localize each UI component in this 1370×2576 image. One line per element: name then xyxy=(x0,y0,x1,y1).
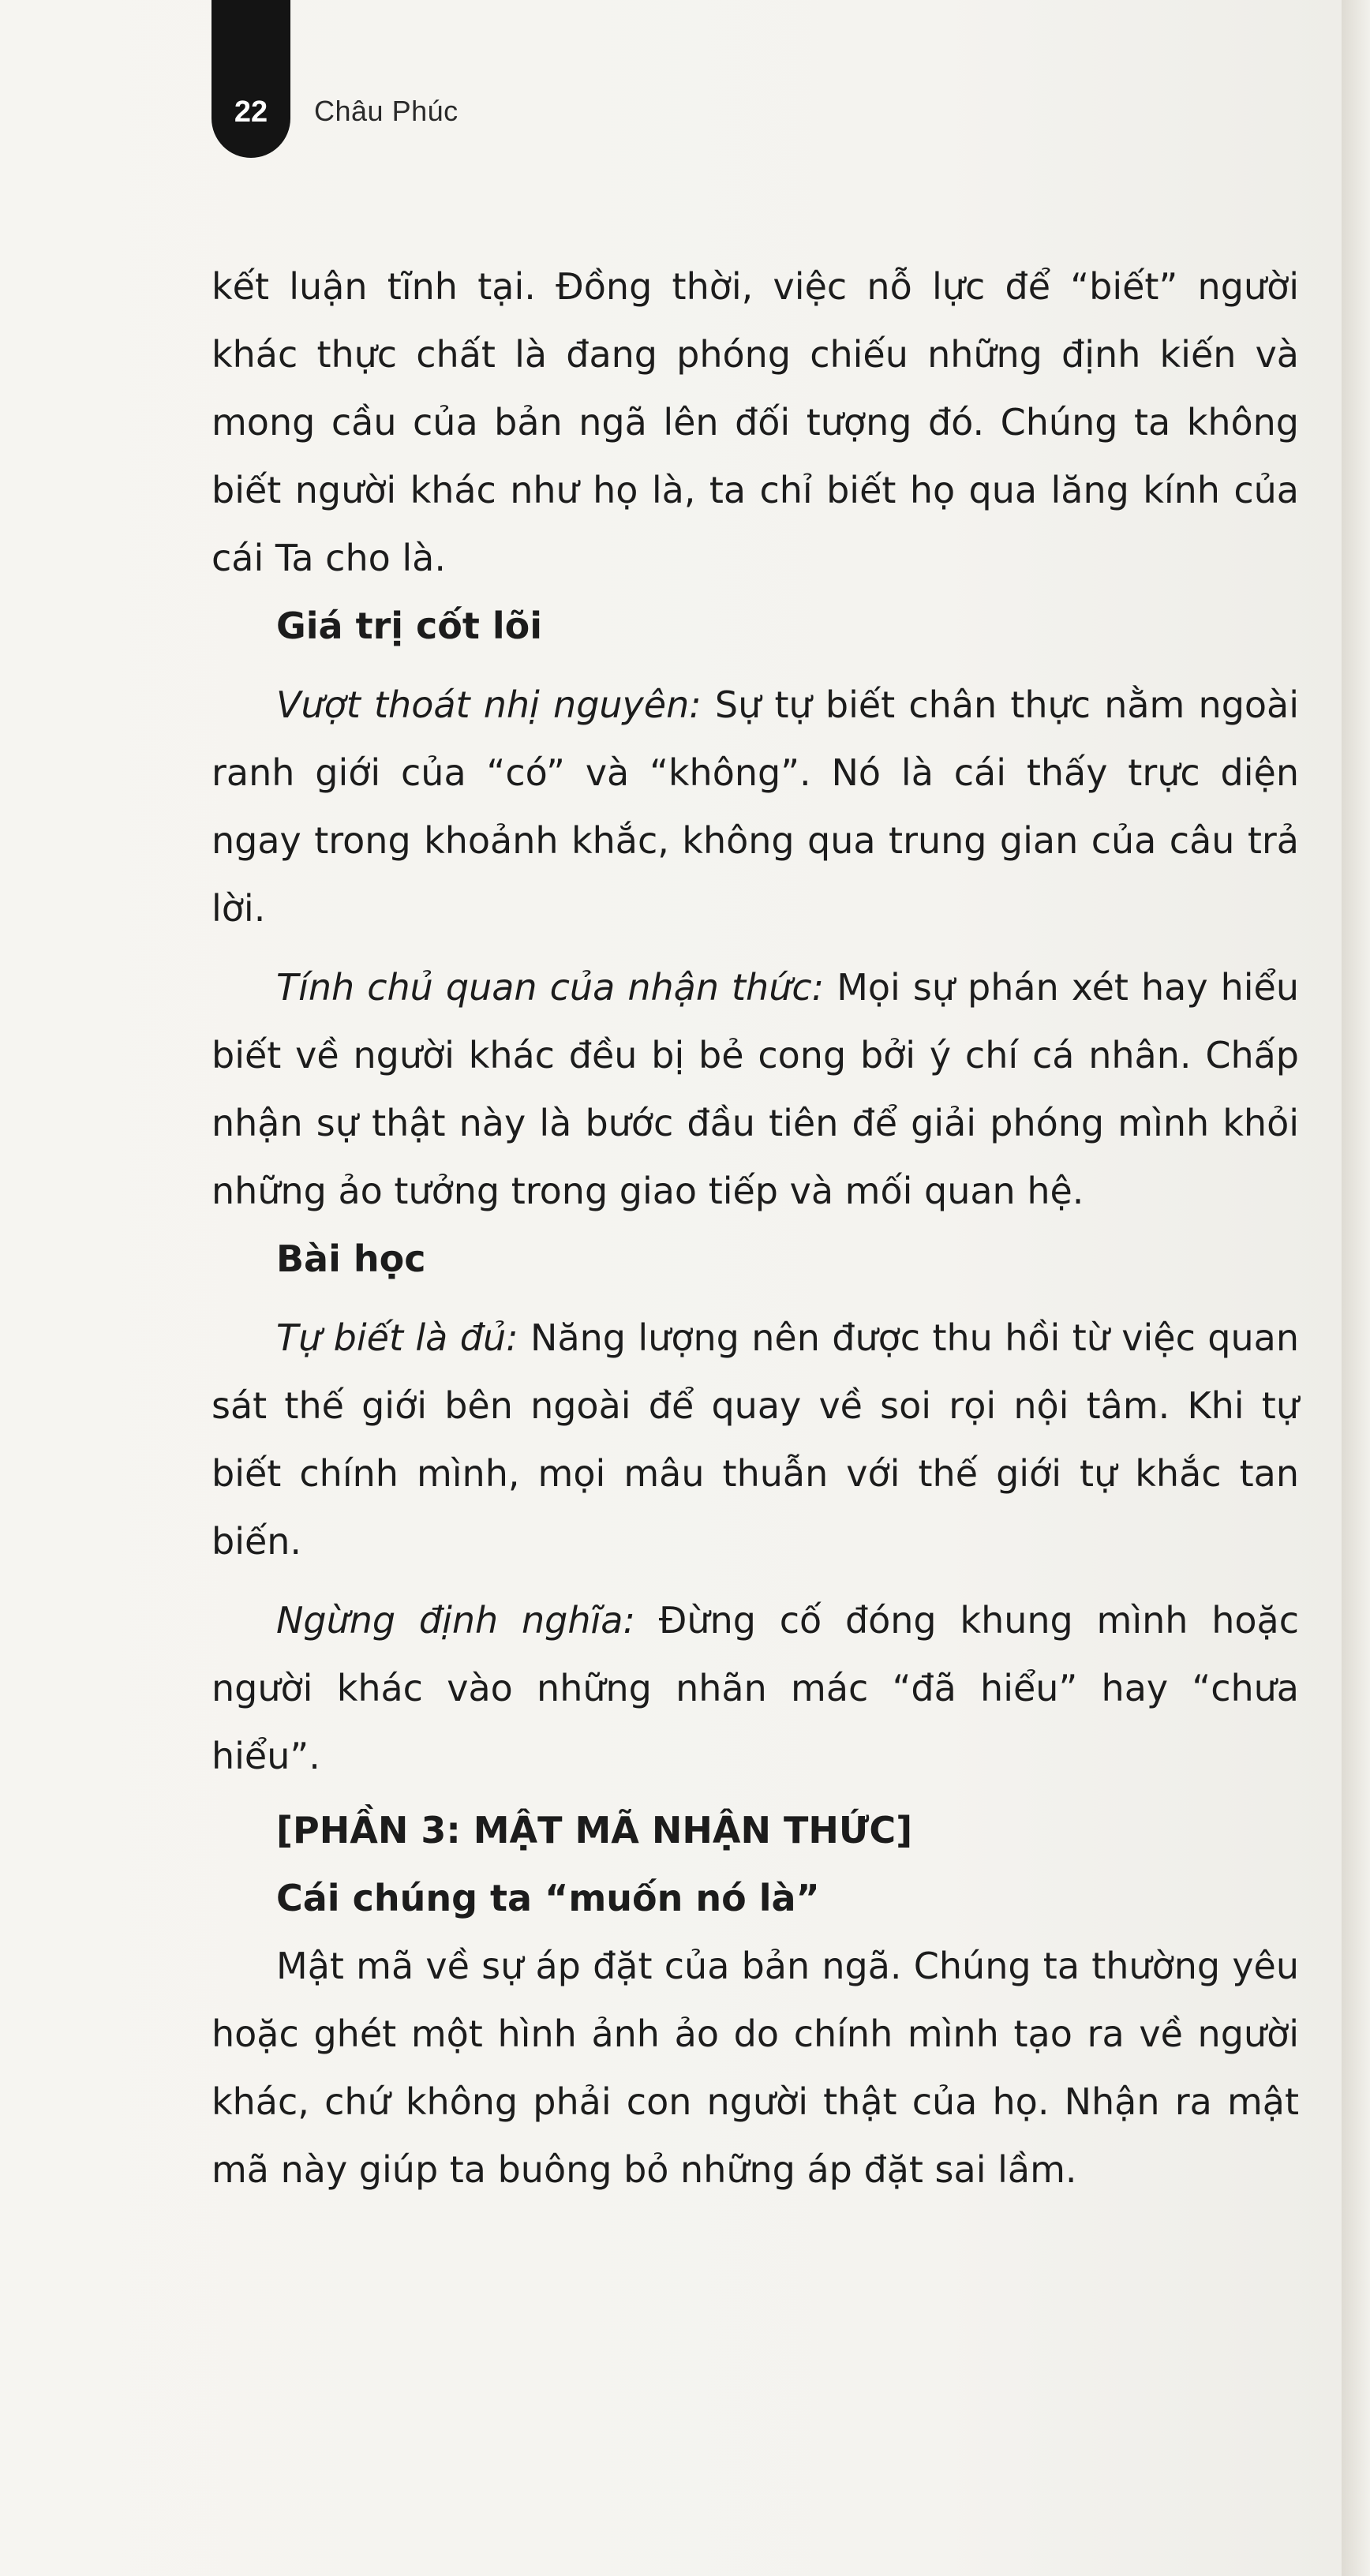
text-stop-defining: Đừng cố đóng khung mình hoặc người khác vào những nhãn mác “đã hiểu” hay “chưa hiểu”. xyxy=(211,1599,1299,1777)
heading-lesson: Bài học xyxy=(276,1237,426,1280)
paragraph-self-knowing xyxy=(211,1304,1299,1575)
term-stop-defining: Ngừng định nghĩa: xyxy=(276,1599,635,1642)
paragraph-stop-defining xyxy=(211,1586,1299,1790)
running-title: Châu Phúc xyxy=(314,95,459,127)
paragraph-ego-code: Mật mã về sự áp đặt của bản ngã. Chúng ta thường yêu hoặc ghét một hình ảnh ảo do chính mình tạo ra về người khác, chứ không phải con người thật của họ. Nhận ra mật mã này giúp ta buông bỏ những áp đặt sai lầm. xyxy=(211,1945,1299,2191)
page-number: 22 xyxy=(234,95,268,129)
text-self-knowing: Năng lượng nên được thu hồi từ việc quan sát thế giới bên ngoài để quay về soi rọi nội tâm. Khi tự biết chính mình, mọi mâu thuẫn với thế giới tự khắc tan biến. xyxy=(211,1316,1299,1563)
heading-core-values: Giá trị cốt lõi xyxy=(276,605,543,647)
term-subjectivity: Tính chủ quan của nhận thức: xyxy=(276,966,825,1009)
text-transcend-duality: Sự tự biết chân thực nằm ngoài ranh giới của “có” và “không”. Nó là cái thấy trực diện ngay trong khoảnh khắc, không qua trung gian của câu trả lời. xyxy=(211,683,1300,930)
page-content xyxy=(211,253,1299,2203)
paragraph-transcend-duality xyxy=(211,671,1299,942)
page-number-tab xyxy=(211,0,290,158)
paragraph-subjectivity xyxy=(211,953,1299,1225)
term-self-knowing: Tự biết là đủ: xyxy=(276,1316,518,1359)
heading-what-we-want-it-to-be: Cái chúng ta “muốn nó là” xyxy=(276,1877,820,1919)
text-subjectivity: Mọi sự phán xét hay hiểu biết về người khác đều bị bẻ cong bởi ý chí cá nhân. Chấp nhận sự thật này là bước đầu tiên để giải phóng mình khỏi những ảo tưởng trong giao tiếp và mối quan hệ. xyxy=(211,966,1300,1212)
section-heading-part-3: [PHẦN 3: MẬT MÃ NHẬN THỨC] xyxy=(276,1809,913,1852)
page-edge xyxy=(1342,0,1370,2576)
term-transcend-duality: Vượt thoát nhị nguyên: xyxy=(276,683,702,726)
paragraph-continuation: kết luận tĩnh tại. Đồng thời, việc nỗ lực để “biết” người khác thực chất là đang phóng chiếu những định kiến và mong cầu của bản ngã lên đối tượng đó. Chúng ta không biết người khác như họ là, ta chỉ biết họ qua lăng kính của cái Ta cho là. xyxy=(211,265,1299,579)
